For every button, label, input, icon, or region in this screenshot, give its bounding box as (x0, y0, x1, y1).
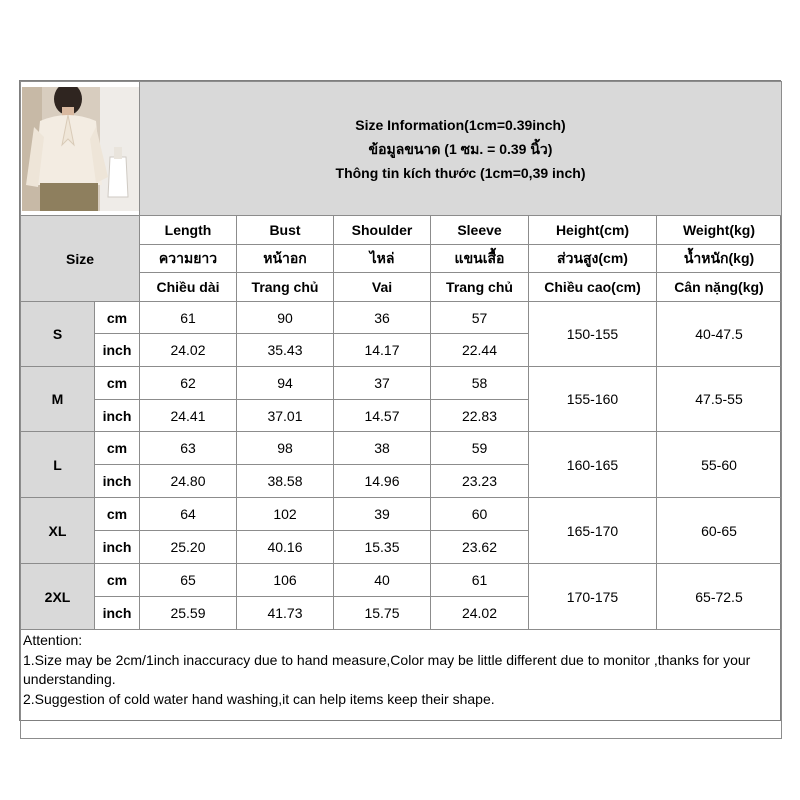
2xl-shoulder-inch: 15.75 (334, 597, 431, 630)
table-row (21, 367, 782, 400)
m-bust-inch: 37.01 (237, 400, 334, 432)
col-header-shoulder-th: ไหล่ (334, 245, 431, 273)
s-sleeve-cm: 57 (431, 302, 529, 334)
attention-title: Attention: (23, 632, 83, 648)
col-header-height-th: ส่วนสูง(cm) (529, 245, 657, 273)
2xl-height: 170-175 (529, 564, 657, 630)
size-information-title (140, 82, 782, 216)
product-photo (22, 87, 139, 211)
m-weight: 47.5-55 (657, 367, 782, 432)
2xl-bust-inch: 41.73 (237, 597, 334, 630)
xl-length-cm: 64 (140, 498, 237, 531)
title-thai: ข้อมูลขนาด (1 ซม. = 0.39 นิ้ว) (368, 140, 553, 157)
table-row (21, 564, 782, 597)
table-row (21, 302, 782, 334)
size-s-label: S (21, 302, 95, 367)
unit-inch: inch (95, 597, 140, 630)
xl-shoulder-inch: 15.35 (334, 531, 431, 564)
l-length-cm: 63 (140, 432, 237, 465)
2xl-shoulder-cm: 40 (334, 564, 431, 597)
unit-cm: cm (95, 564, 140, 597)
col-header-weight-vi: Cân nặng(kg) (657, 273, 782, 302)
l-shoulder-cm: 38 (334, 432, 431, 465)
col-header-shoulder-vi: Vai (334, 273, 431, 302)
product-photo-cell (21, 82, 140, 216)
col-header-weight: Weight(kg) (657, 216, 782, 245)
m-shoulder-cm: 37 (334, 367, 431, 400)
unit-inch: inch (95, 465, 140, 498)
col-header-sleeve-th: แขนเสื้อ (431, 245, 529, 273)
unit-inch: inch (95, 400, 140, 432)
s-height: 150-155 (529, 302, 657, 367)
attention-line-1: 1.Size may be 2cm/1inch inaccuracy due to hand measure,Color may be little different due to monitor ,thanks for your understanding. (23, 651, 751, 687)
l-sleeve-cm: 59 (431, 432, 529, 465)
unit-cm: cm (95, 498, 140, 531)
2xl-length-cm: 65 (140, 564, 237, 597)
s-shoulder-inch: 14.17 (334, 334, 431, 367)
col-header-length-vi: Chiều dài (140, 273, 237, 302)
attention-line-2: 2.Suggestion of cold water hand washing,it can help items keep their shape. (23, 690, 495, 707)
m-length-inch: 24.41 (140, 400, 237, 432)
l-shoulder-inch: 14.96 (334, 465, 431, 498)
m-bust-cm: 94 (237, 367, 334, 400)
m-height: 155-160 (529, 367, 657, 432)
col-header-sleeve: Sleeve (431, 216, 529, 245)
unit-inch: inch (95, 531, 140, 564)
l-sleeve-inch: 23.23 (431, 465, 529, 498)
xl-sleeve-inch: 23.62 (431, 531, 529, 564)
m-sleeve-inch: 22.83 (431, 400, 529, 432)
m-shoulder-inch: 14.57 (334, 400, 431, 432)
size-2xl-label: 2XL (21, 564, 95, 630)
unit-inch: inch (95, 334, 140, 367)
xl-bust-cm: 102 (237, 498, 334, 531)
s-bust-inch: 35.43 (237, 334, 334, 367)
col-header-sleeve-vi: Trang chủ (431, 273, 529, 302)
unit-cm: cm (95, 367, 140, 400)
attention-notes (21, 630, 782, 739)
l-bust-inch: 38.58 (237, 465, 334, 498)
col-header-bust-vi: Trang chủ (237, 273, 334, 302)
title-english: Size Information(1cm=0.39inch) (355, 116, 566, 133)
s-sleeve-inch: 22.44 (431, 334, 529, 367)
size-m-label: M (21, 367, 95, 432)
xl-weight: 60-65 (657, 498, 782, 564)
col-header-height-vi: Chiều cao(cm) (529, 273, 657, 302)
xl-sleeve-cm: 60 (431, 498, 529, 531)
col-header-bust: Bust (237, 216, 334, 245)
l-weight: 55-60 (657, 432, 782, 498)
l-length-inch: 24.80 (140, 465, 237, 498)
l-height: 160-165 (529, 432, 657, 498)
2xl-sleeve-inch: 24.02 (431, 597, 529, 630)
col-header-length-th: ความยาว (140, 245, 237, 273)
s-shoulder-cm: 36 (334, 302, 431, 334)
s-weight: 40-47.5 (657, 302, 782, 367)
col-header-length: Length (140, 216, 237, 245)
col-header-bust-th: หน้าอก (237, 245, 334, 273)
s-bust-cm: 90 (237, 302, 334, 334)
s-length-inch: 24.02 (140, 334, 237, 367)
size-xl-label: XL (21, 498, 95, 564)
m-sleeve-cm: 58 (431, 367, 529, 400)
title-vietnamese: Thông tin kích thước (1cm=0,39 inch) (335, 164, 586, 181)
unit-cm: cm (95, 432, 140, 465)
col-header-shoulder: Shoulder (334, 216, 431, 245)
s-length-cm: 61 (140, 302, 237, 334)
xl-length-inch: 25.20 (140, 531, 237, 564)
table-row (21, 432, 782, 465)
2xl-weight: 65-72.5 (657, 564, 782, 630)
size-l-label: L (21, 432, 95, 498)
2xl-sleeve-cm: 61 (431, 564, 529, 597)
table-row (21, 498, 782, 531)
size-header: Size (21, 216, 140, 302)
size-chart (19, 80, 781, 721)
size-table (20, 81, 782, 739)
xl-bust-inch: 40.16 (237, 531, 334, 564)
col-header-weight-th: น้ำหนัก(kg) (657, 245, 782, 273)
2xl-length-inch: 25.59 (140, 597, 237, 630)
2xl-bust-cm: 106 (237, 564, 334, 597)
l-bust-cm: 98 (237, 432, 334, 465)
m-length-cm: 62 (140, 367, 237, 400)
unit-cm: cm (95, 302, 140, 334)
xl-height: 165-170 (529, 498, 657, 564)
xl-shoulder-cm: 39 (334, 498, 431, 531)
col-header-height: Height(cm) (529, 216, 657, 245)
